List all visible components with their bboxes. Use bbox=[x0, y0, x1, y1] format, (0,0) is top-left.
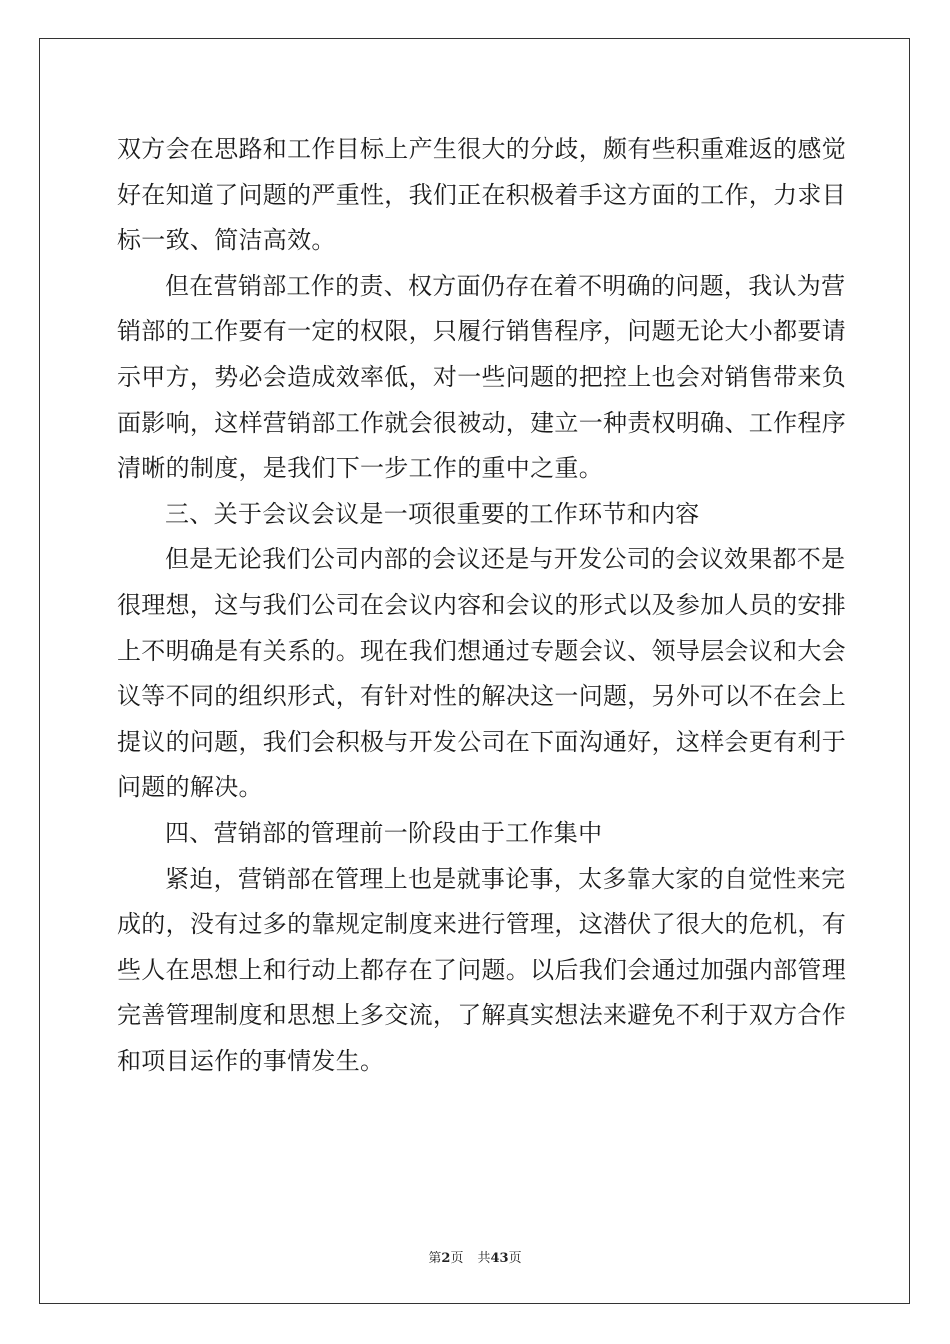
text-line: 标一致、简洁高效。 bbox=[117, 226, 336, 255]
section-heading: 三、关于会议会议是一项很重要的工作环节和内容 bbox=[165, 499, 700, 528]
total-pages-number: 43 bbox=[490, 1251, 509, 1266]
text-line: 成的，没有过多的靠规定制度来进行管理，这潜伏了很大的危机，有 bbox=[117, 910, 846, 939]
text-line: 问题的解决。 bbox=[117, 773, 263, 802]
text-line: 提议的问题，我们会积极与开发公司在下面沟通好，这样会更有利于 bbox=[117, 727, 846, 756]
footer-total-prefix: 共 bbox=[477, 1251, 491, 1266]
paragraph-first-line: 但是无论我们公司内部的会议还是与开发公司的会议效果都不是 bbox=[165, 545, 846, 574]
footer-total-unit: 页 bbox=[508, 1251, 522, 1266]
current-page-number: 2 bbox=[441, 1251, 451, 1266]
text-line: 上不明确是有关系的。现在我们想通过专题会议、领导层会议和大会 bbox=[117, 636, 846, 665]
paragraph-first-line: 紧迫，营销部在管理上也是就事论事，太多靠大家的自觉性来完 bbox=[165, 864, 846, 893]
text-line: 很理想，这与我们公司在会议内容和会议的形式以及参加人员的安排 bbox=[117, 590, 846, 619]
text-line: 议等不同的组织形式，有针对性的解决这一问题，另外可以不在会上 bbox=[117, 682, 846, 711]
text-line: 些人在思想上和行动上都存在了问题。以后我们会通过加强内部管理 bbox=[117, 955, 846, 984]
page-footer bbox=[0, 1247, 950, 1266]
text-line: 清晰的制度，是我们下一步工作的重中之重。 bbox=[117, 454, 603, 483]
footer-page-unit: 页 bbox=[450, 1251, 464, 1266]
section-heading: 四、营销部的管理前一阶段由于工作集中 bbox=[165, 818, 603, 847]
text-line: 和项目运作的事情发生。 bbox=[117, 1046, 385, 1075]
text-line: 双方会在思路和工作目标上产生很大的分歧，颇有些积重难返的感觉 bbox=[117, 135, 846, 163]
text-line: 销部的工作要有一定的权限，只履行销售程序，问题无论大小都要请 bbox=[117, 317, 846, 346]
text-line: 示甲方，势必会造成效率低，对一些问题的把控上也会对销售带来负 bbox=[117, 362, 846, 391]
paragraph-first-line: 但在营销部工作的责、权方面仍存在着不明确的问题，我认为营 bbox=[165, 271, 846, 300]
document-body bbox=[117, 127, 846, 1084]
text-line: 面影响，这样营销部工作就会很被动，建立一种责权明确、工作程序 bbox=[117, 408, 846, 437]
text-line: 完善管理制度和思想上多交流，了解真实想法来避免不利于双方合作 bbox=[117, 1001, 846, 1030]
text-line: 好在知道了问题的严重性，我们正在积极着手这方面的工作，力求目 bbox=[117, 180, 846, 209]
footer-prefix: 第 bbox=[428, 1251, 442, 1266]
